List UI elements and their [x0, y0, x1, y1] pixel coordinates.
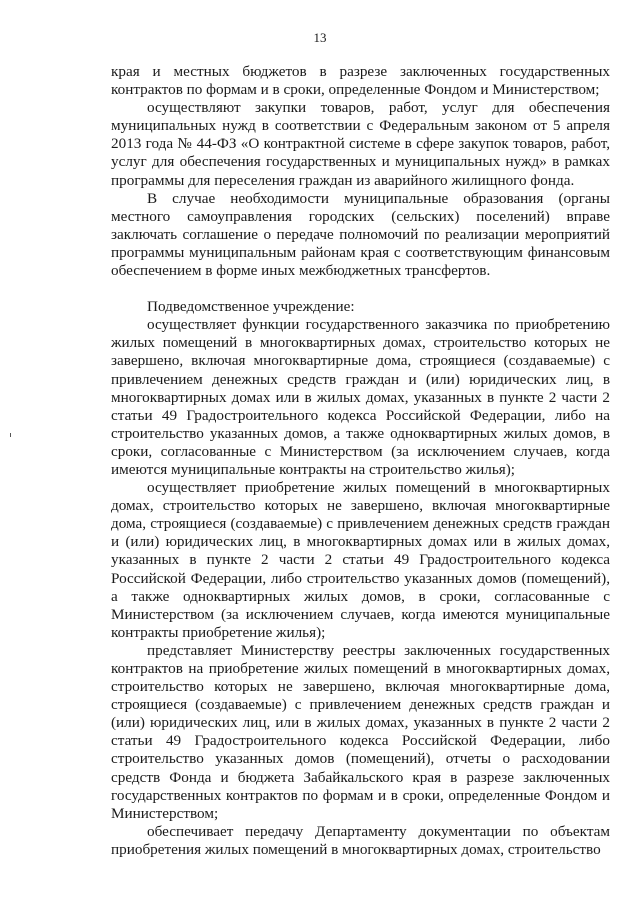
page-number: 13 [313, 30, 327, 45]
paragraph-municipal-agreement: В случае необходимости муниципальные образования (органы местного самоуправления городских (сельских) поселений) вправе заключать соглашение о передаче полномочий по реализации мероприятий программы муниципальным районам края с соответствующим финансовым обеспечением в форме иных межбюджетных трансфертов. [111, 189, 610, 280]
paragraph-documentation-transfer: обеспечивает передачу Департаменту документации по объектам приобретения жилых помещений в многоквартирных домах, строительство [111, 822, 610, 858]
paragraph-registers: представляет Министерству реестры заключенных государственных контрактов на приобретение жилых помещений в многоквартирных домах, строительство которых не завершено, включая многоквартирные дома, строящиеся (создаваемые) с привлечением денежных средств граждан и (или) юридических лиц, или в жилых домах, указанных в пункте 2 части 2 статьи 49 Градостроительного кодекса Российской Федерации, либо строительство указанных домов (помещений), отчеты о расходовании средств Фонда и бюджета Забайкальского края в разрезе заключенных государственных контрактов по формам и в сроки, определенные Фондом и Министерством; [111, 641, 610, 822]
paragraph-procurement: осуществляют закупки товаров, работ, услуг для обеспечения муниципальных нужд в соответствии с Федеральным законом от 5 апреля 2013 года № 44-ФЗ «О контрактной системе в сфере закупок товаров, работ, услуг для обеспечения государственных и муниципальных нужд» в рамках программы для переселения граждан из аварийного жилищного фонда. [111, 99, 610, 189]
margin-mark [10, 433, 11, 437]
section-heading-subordinate-institution: Подведомственное учреждение: [147, 298, 355, 316]
document-body [111, 63, 610, 859]
paragraph-continuation: края и местных бюджетов в разрезе заключенных государственных контрактов по формам и в сроки, определенные Фондом и Министерством; [111, 63, 610, 99]
paragraph-acquisition: осуществляет приобретение жилых помещений в многоквартирных домах, строительство которых не завершено, включая многоквартирные дома, строящиеся (создаваемые) с привлечением денежных средств граждан и (или) юридических лиц, в многоквартирных домах или в жилых домах, указанных в пункте 2 части 2 статьи 49 Градостроительного кодекса Российской Федерации, либо строительство указанных домов (помещений), а также одноквартирных жилых домов, в сроки, согласованные с Министерством (за исключением случаев, когда имеются муниципальные контракты приобретение жилья); [111, 479, 610, 641]
paragraph-customer-functions: осуществляет функции государственного заказчика по приобретению жилых помещений в многоквартирных домах, строительство которых не завершено, включая многоквартирные дома, строящиеся (создаваемые) с привлечением денежных средств граждан и (или) юридических лиц, в многоквартирных домах или в жилых домах, указанных в пункте 2 части 2 статьи 49 Градостроительного кодекса Российской Федерации, либо на строительство указанных домов, а также одноквартирных жилых домов, в сроки, согласованные с Министерством (за исключением случаев, когда имеются муниципальные контракты на строительство жилья); [111, 316, 610, 478]
